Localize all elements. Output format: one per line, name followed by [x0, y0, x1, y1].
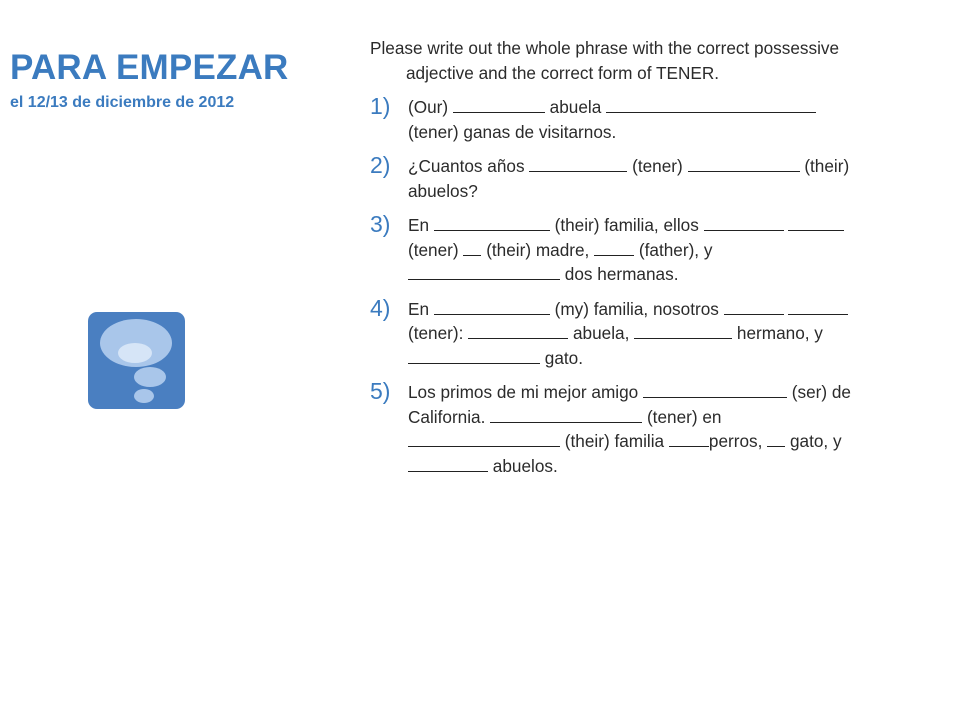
answer-blank	[408, 347, 540, 364]
question-text: En	[408, 298, 430, 319]
answer-blank	[688, 155, 800, 172]
question-number: 3)	[370, 211, 391, 237]
answer-blank	[788, 214, 844, 231]
answer-blank	[463, 239, 481, 256]
question-text: (tener) ganas de visitarnos.	[408, 121, 617, 142]
question-number: 2)	[370, 152, 391, 178]
answer-blank	[669, 430, 709, 447]
answer-blank	[594, 239, 634, 256]
answer-blank	[767, 430, 785, 447]
question-text: abuela	[549, 97, 602, 117]
question-number: 5)	[370, 378, 391, 404]
question-text: (their) abuelos?	[408, 156, 850, 201]
question-number: 1)	[370, 93, 391, 119]
question-number: 4)	[370, 294, 391, 321]
answer-blank	[529, 155, 627, 172]
question-text: dos hermanas.	[564, 264, 679, 284]
answer-blank	[490, 406, 642, 423]
answer-blank	[724, 298, 784, 315]
answer-blank	[468, 322, 568, 339]
question-text: gato, y	[789, 431, 842, 451]
question-5	[370, 380, 860, 478]
question-text: (their) madre,	[486, 239, 590, 260]
answer-blank	[434, 298, 550, 315]
answer-blank	[634, 322, 732, 339]
question-text: (father), y	[638, 239, 713, 260]
question-text: (tener)	[632, 156, 683, 176]
question-2	[370, 154, 860, 203]
answer-blank	[788, 298, 848, 315]
question-4	[370, 294, 860, 371]
question-text: ¿Cuantos años	[408, 156, 525, 176]
instructions: Please write out the whole phrase with the correct possessive adjective and the correct form of TENER.	[370, 38, 840, 83]
answer-blank	[704, 214, 784, 231]
page-date: el 12/13 de diciembre de 2012	[10, 94, 235, 111]
question-text: abuela,	[572, 323, 630, 343]
question-text: hermano, y	[736, 323, 823, 343]
answer-blank	[408, 455, 488, 472]
question-text: perros,	[708, 431, 763, 451]
question-text: abuelos.	[492, 455, 558, 476]
speech-bubble-icon	[88, 312, 185, 409]
exercise-content	[370, 36, 860, 488]
question-text: (tener)	[408, 239, 459, 260]
answer-blank	[606, 96, 816, 113]
page-title: PARA EMPEZAR	[10, 48, 289, 87]
answer-blank	[408, 430, 560, 447]
question-text: (their) familia, ellos	[554, 215, 699, 235]
question-text: (my) familia, nosotros	[554, 298, 719, 319]
question-text: gato.	[544, 347, 584, 368]
question-text: (tener) en	[646, 406, 722, 427]
question-text: (their) familia	[564, 431, 665, 451]
answer-blank	[434, 214, 550, 231]
question-text: (ser) de California.	[408, 382, 851, 427]
answer-blank	[408, 263, 560, 280]
answer-blank	[643, 381, 787, 398]
answer-blank	[453, 96, 545, 113]
question-3	[370, 213, 860, 287]
question-text: (tener):	[408, 323, 464, 343]
question-text: Los primos de mi mejor amigo	[408, 382, 639, 402]
question-text: En	[408, 215, 430, 235]
question-text: (Our)	[408, 97, 449, 117]
question-1	[370, 95, 860, 144]
